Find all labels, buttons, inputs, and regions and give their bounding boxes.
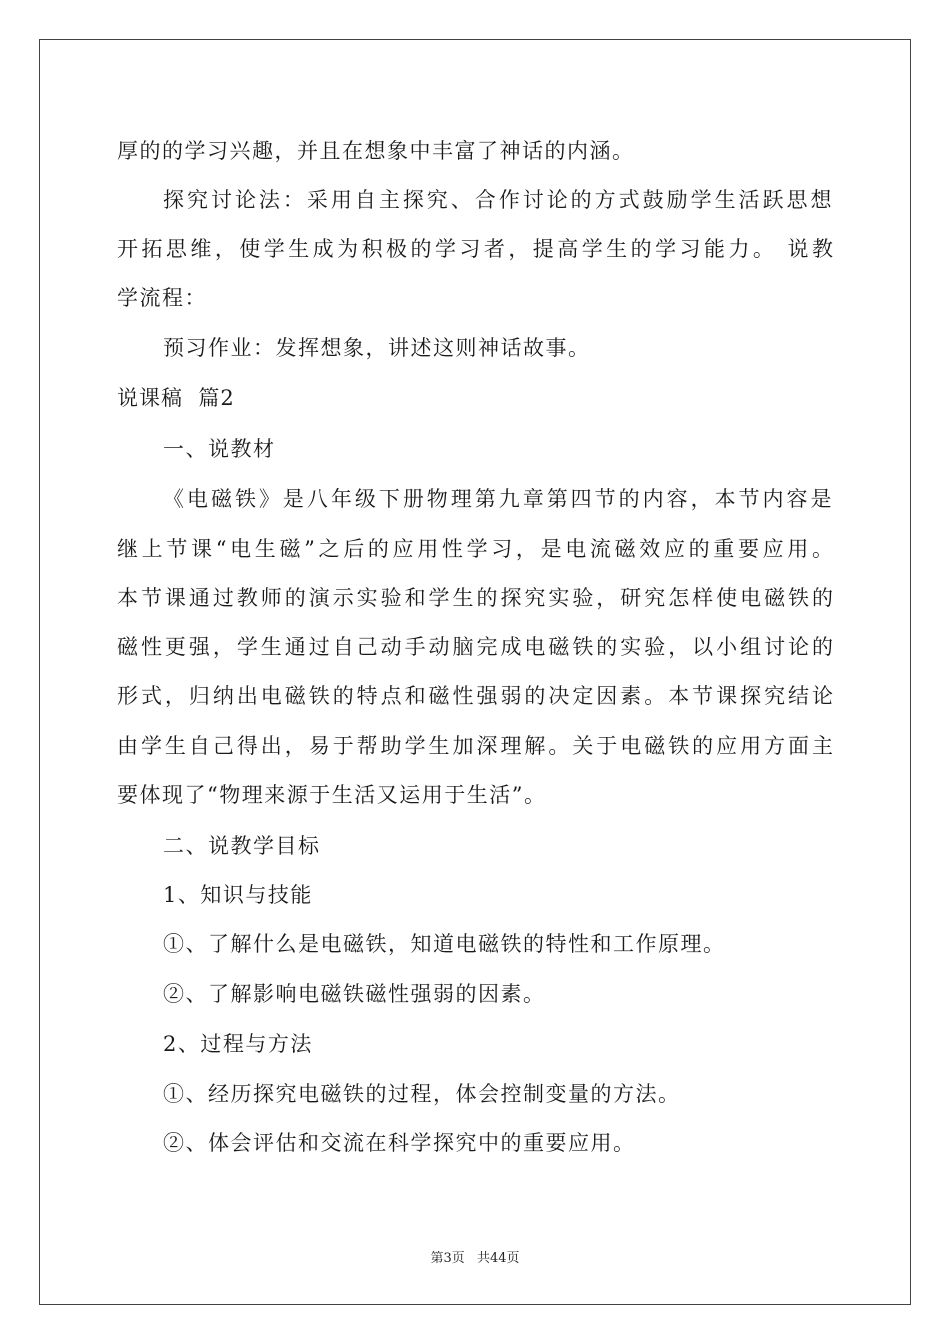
page-footer: [0, 1247, 950, 1266]
paragraph-line: 磁性更强，学生通过自己动手动脑完成电磁铁的实验，以小组讨论的: [117, 635, 833, 659]
page-total: 共44页: [476, 1251, 520, 1266]
paragraph-line: 继上节课“电生磁”之后的应用性学习，是电流磁效应的重要应用。: [117, 537, 833, 561]
list-item: ②、体会评估和交流在科学探究中的重要应用。: [163, 1131, 636, 1155]
subheading: 1、知识与技能: [163, 883, 313, 907]
paragraph-line: 要体现了“物理来源于生活又运用于生活”。: [117, 783, 547, 807]
paragraph-line: 由学生自己得出，易于帮助学生加深理解。关于电磁铁的应用方面主: [117, 734, 833, 758]
paragraph-line: 预习作业：发挥想象，讲述这则神话故事。: [163, 336, 591, 360]
paragraph-line: 学流程：: [117, 286, 207, 310]
paragraph-line: 探究讨论法：采用自主探究、合作讨论的方式鼓励学生活跃思想: [163, 188, 833, 212]
subheading: 2、过程与方法: [163, 1032, 313, 1056]
page-number: 第3页: [430, 1251, 465, 1266]
list-item: ②、了解影响电磁铁磁性强弱的因素。: [163, 982, 546, 1006]
paragraph-line: 《电磁铁》是八年级下册物理第九章第四节的内容，本节内容是: [163, 487, 833, 511]
subheading: 二、说教学目标: [163, 834, 321, 858]
paragraph-line: 形式，归纳出电磁铁的特点和磁性强弱的决定因素。本节课探究结论: [117, 684, 833, 708]
paragraph-line: 厚的的学习兴趣，并且在想象中丰富了神话的内涵。: [117, 139, 635, 163]
list-item: ①、经历探究电磁铁的过程，体会控制变量的方法。: [163, 1082, 681, 1106]
page-border: [39, 39, 911, 1305]
paragraph-line: 本节课通过教师的演示实验和学生的探究实验，研究怎样使电磁铁的: [117, 586, 833, 610]
section-title: 说课稿 篇2: [117, 386, 235, 410]
paragraph-line: 开拓思维，使学生成为积极的学习者，提高学生的学习能力。 说教: [117, 237, 833, 261]
list-item: ①、了解什么是电磁铁，知道电磁铁的特性和工作原理。: [163, 932, 726, 956]
subheading: 一、说教材: [163, 437, 276, 461]
